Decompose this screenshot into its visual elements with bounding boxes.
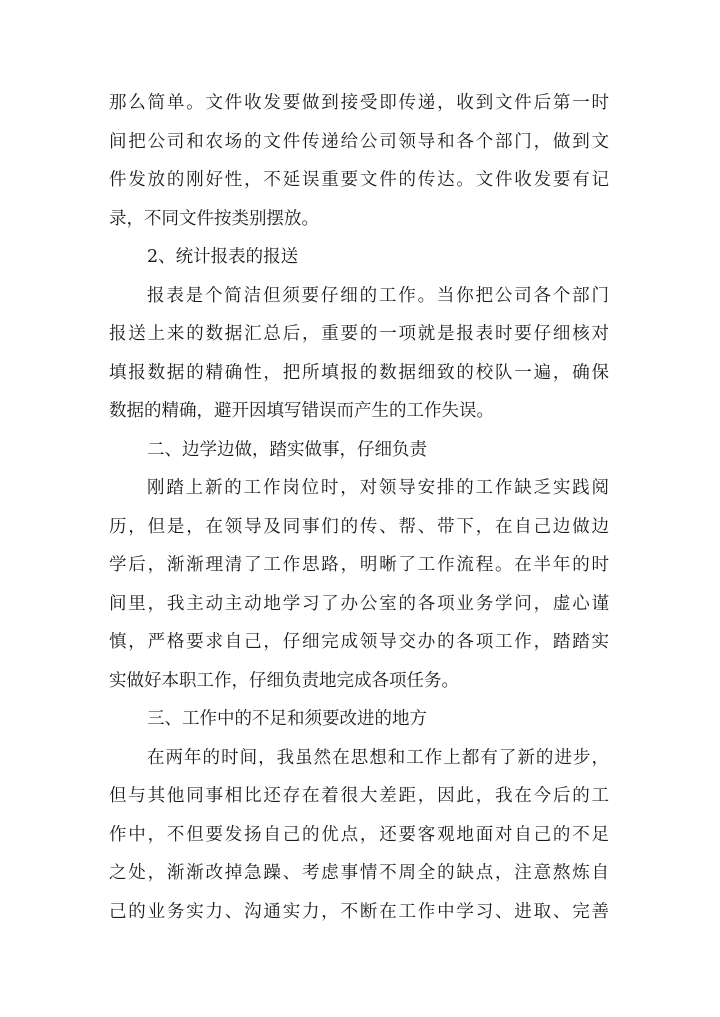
paragraph-line: 间把公司和农场的文件传递给公司领导和各个部门，做到文 xyxy=(109,131,609,152)
paragraph-line: 作中，不但要发扬自己的优点，还要客观地面对自己的不足 xyxy=(109,824,609,845)
paragraph-line: 实做好本职工作，仔细负责地完成各项任务。 xyxy=(109,670,459,691)
paragraph-line: 填报数据的精确性，把所填报的数据细致的校队一遍，确保 xyxy=(109,362,609,383)
paragraph-line: 在两年的时间，我虽然在思想和工作上都有了新的进步， xyxy=(147,747,609,768)
paragraph-line: 但与其他同事相比还存在着很大差距，因此，我在今后的工 xyxy=(109,786,609,806)
section-heading: 2、统计报表的报送 xyxy=(147,247,299,267)
section-heading: 二、边学边做，踏实做事，仔细负责 xyxy=(147,439,427,460)
paragraph-line: 录，不同文件按类别摆放。 xyxy=(109,208,319,229)
paragraph-line: 学后，渐渐理清了工作思路，明晰了工作流程。在半年的时 xyxy=(109,555,609,575)
paragraph-line: 件发放的刚好性，不延误重要文件的传达。文件收发要有记 xyxy=(109,170,609,190)
paragraph-line: 慎，严格要求自己，仔细完成领导交办的各项工作，踏踏实 xyxy=(109,632,609,652)
paragraph-line: 己的业务实力、沟通实力，不断在工作中学习、进取、完善 xyxy=(109,901,609,922)
paragraph-line: 报送上来的数据汇总后，重要的一项就是报表时要仔细核对 xyxy=(109,324,609,344)
paragraph-line: 间里，我主动主动地学习了办公室的各项业务学问，虚心谨 xyxy=(109,593,609,614)
paragraph-line: 报表是个简洁但须要仔细的工作。当你把公司各个部门 xyxy=(147,285,609,306)
document-body xyxy=(109,84,609,931)
section-heading: 三、工作中的不足和须要改进的地方 xyxy=(147,709,427,729)
paragraph-line: 刚踏上新的工作岗位时，对领导安排的工作缺乏实践阅 xyxy=(147,478,609,498)
paragraph-line: 之处，渐渐改掉急躁、考虑事情不周全的缺点，注意熬炼自 xyxy=(109,863,609,883)
paragraph-line: 数据的精确，避开因填写错误而产生的工作失误。 xyxy=(109,401,494,421)
paragraph-line: 那么简单。文件收发要做到接受即传递，收到文件后第一时 xyxy=(109,93,609,113)
paragraph-line: 历，但是，在领导及同事们的传、帮、带下，在自己边做边 xyxy=(109,516,609,537)
